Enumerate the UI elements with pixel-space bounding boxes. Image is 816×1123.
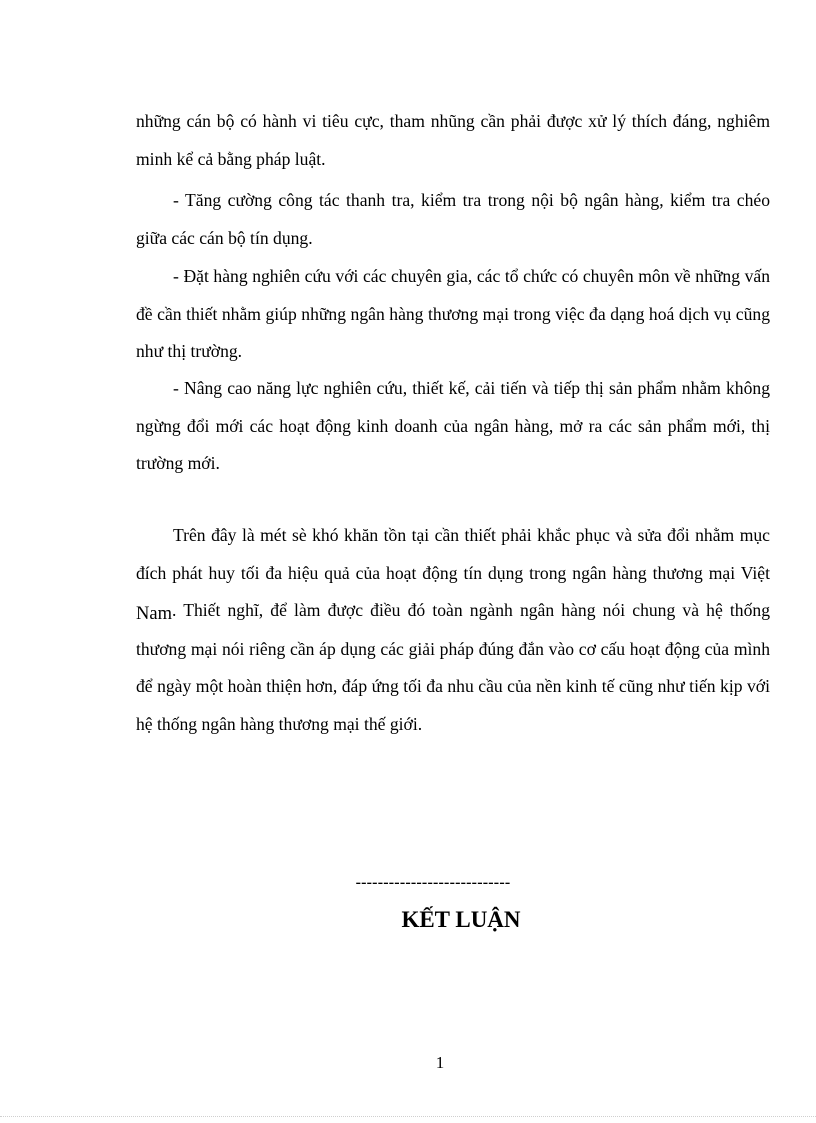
section-separator: ----------------------------	[355, 874, 511, 891]
paragraph-inspection: - Tăng cường công tác thanh tra, kiểm tra trong nội bộ ngân hàng, kiểm tra chéo giữa các cán bộ tín dụng.	[136, 190, 770, 248]
paragraph-summary-part-3: . Thiết nghĩ, để làm được điều đó toàn ngành ngân hàng nói chung và hệ thống thương mại nói riêng cần áp dụng các giải pháp đúng đắn vào cơ cấu hoạt động của mình để ngày một hoàn thiện hơn, đáp ứng tối đa nhu cầu của nền kinh tế cũng như tiến kịp với hệ thống ngân hàng thương mại thế giới.	[136, 600, 770, 734]
paragraph-summary-part-1: Trên đây là mét sè khó khăn tồn tại cần thiết phải khắc phục và sửa đổi nhằm mục đích phát huy tối đa hiệu quả của hoạt động tín dụng trong ngân hàng thương mại Việt	[136, 525, 770, 583]
paragraph-summary	[136, 517, 770, 743]
conclusion-heading: KẾT LUẬN	[401, 907, 521, 932]
page-bottom-dotted-border	[0, 1116, 816, 1117]
page-number: 1	[435, 1053, 445, 1072]
paragraph-research-order: - Đặt hàng nghiên cứu với các chuyên gia, các tổ chức có chuyên môn về những vấn đề cần thiết nhằm giúp những ngân hàng thương mại trong việc đa dạng hoá dịch vụ cũng như thị trường.	[136, 266, 770, 361]
paragraph-research-capacity: - Nâng cao năng lực nghiên cứu, thiết kế, cải tiến và tiếp thị sản phẩm nhằm không ngừng đổi mới các hoạt động kinh doanh của ngân hàng, mở ra các sản phẩm mới, thị trường mới.	[136, 378, 770, 473]
paragraph-summary-nam: Nam	[136, 604, 172, 624]
paragraph-discipline: những cán bộ có hành vi tiêu cực, tham nhũng cần phải được xử lý thích đáng, nghiêm minh kể cả bằng pháp luật.	[136, 111, 770, 169]
